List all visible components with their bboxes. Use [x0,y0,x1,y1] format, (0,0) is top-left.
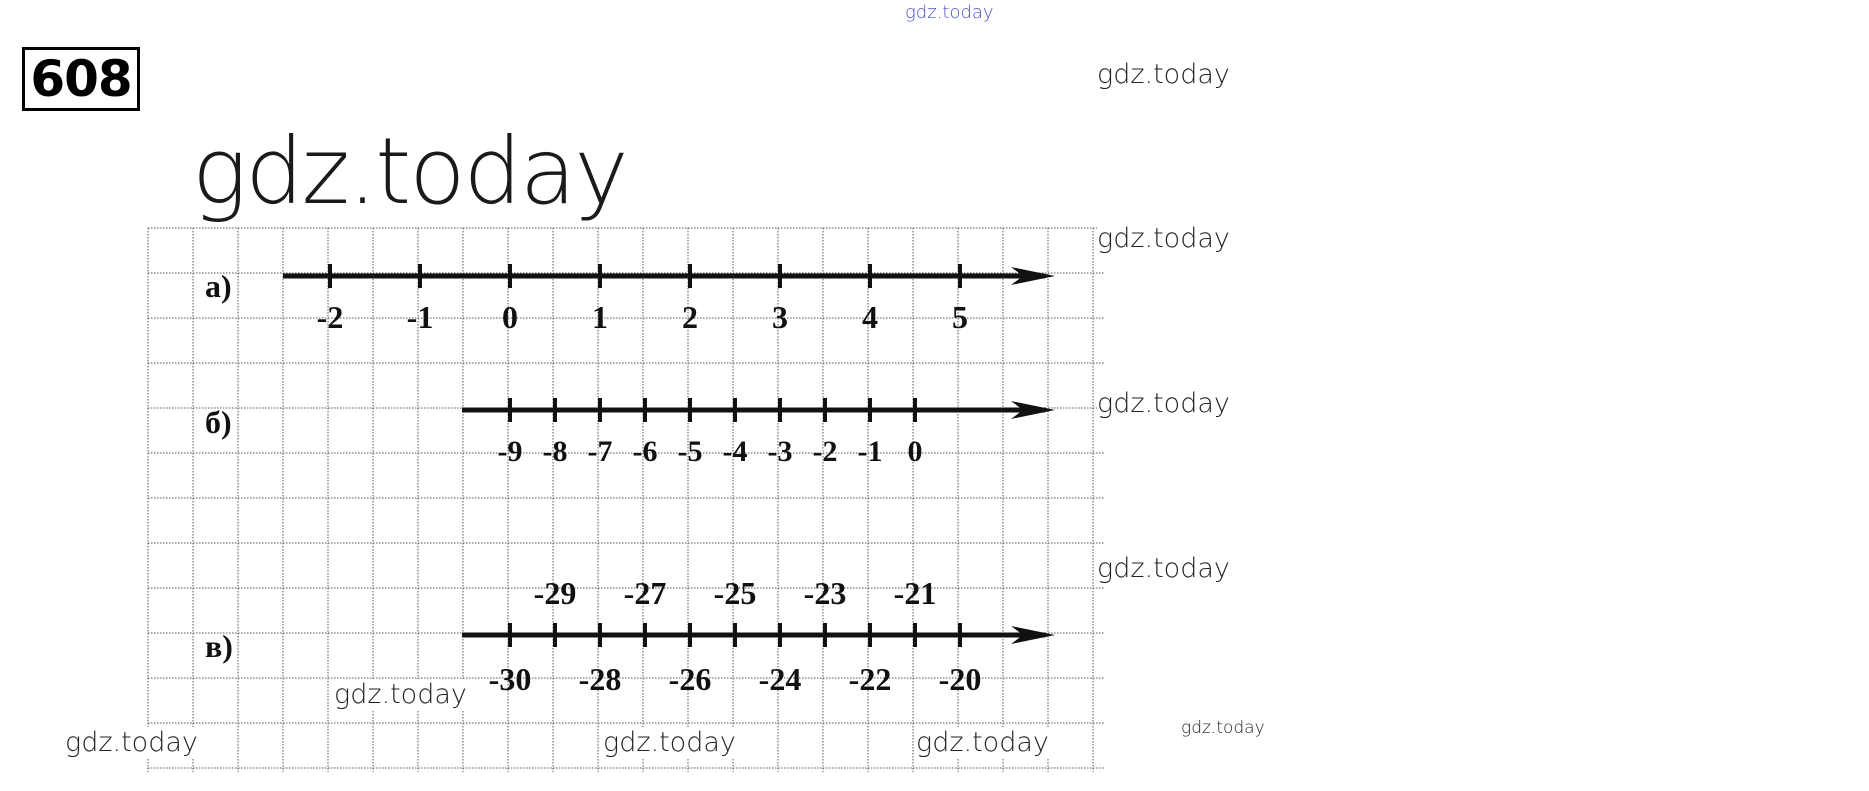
tick-label: -6 [632,435,658,468]
tick-label: -22 [848,661,892,697]
tick-label: -27 [623,575,667,611]
tick-label: -9 [497,435,523,468]
tick-label: -20 [938,661,982,697]
watermark-right-2: gdz.today [1097,223,1230,254]
watermark-top: gdz.today [905,2,994,23]
tick-label: -25 [713,575,757,611]
number-line-label: б) [205,404,232,440]
watermark-bottom-left: gdz.today [65,727,198,758]
watermark-bottom-mid: gdz.today [603,727,736,758]
tick-label: 1 [592,299,608,335]
tick-label: -28 [578,661,622,697]
watermark-right-3: gdz.today [1097,388,1230,419]
tick-label: 2 [682,299,698,335]
tick-label: -1 [857,435,883,468]
tick-label: -26 [668,661,712,697]
watermark-right-4: gdz.today [1097,553,1230,584]
tick-label: -24 [758,661,802,697]
problem-number: 608 [22,47,140,111]
tick-label: -23 [803,575,847,611]
tick-label: -4 [722,435,748,468]
watermark-bottom-far-right: gdz.today [1181,718,1265,738]
number-line-label: в) [205,628,233,664]
tick-label: 3 [772,299,788,335]
watermark-big: gdz.today [192,118,627,225]
tick-label: -2 [316,299,344,335]
number-line-label: а) [205,268,232,304]
watermark-right-1: gdz.today [1097,59,1230,90]
tick-label: 0 [907,435,923,468]
tick-label: -8 [542,435,568,468]
tick-label: 4 [862,299,878,335]
tick-label: 5 [952,299,968,335]
watermark-bottom-mid-left: gdz.today [334,679,467,710]
tick-label: -1 [406,299,434,335]
tick-label: -5 [677,435,703,468]
tick-label: 0 [502,299,518,335]
tick-label: -3 [767,435,793,468]
tick-label: -7 [587,435,613,468]
watermark-bottom-right: gdz.today [916,727,1049,758]
tick-label: -29 [533,575,577,611]
tick-label: -21 [893,575,937,611]
tick-label: -2 [812,435,838,468]
tick-label: -30 [488,661,532,697]
